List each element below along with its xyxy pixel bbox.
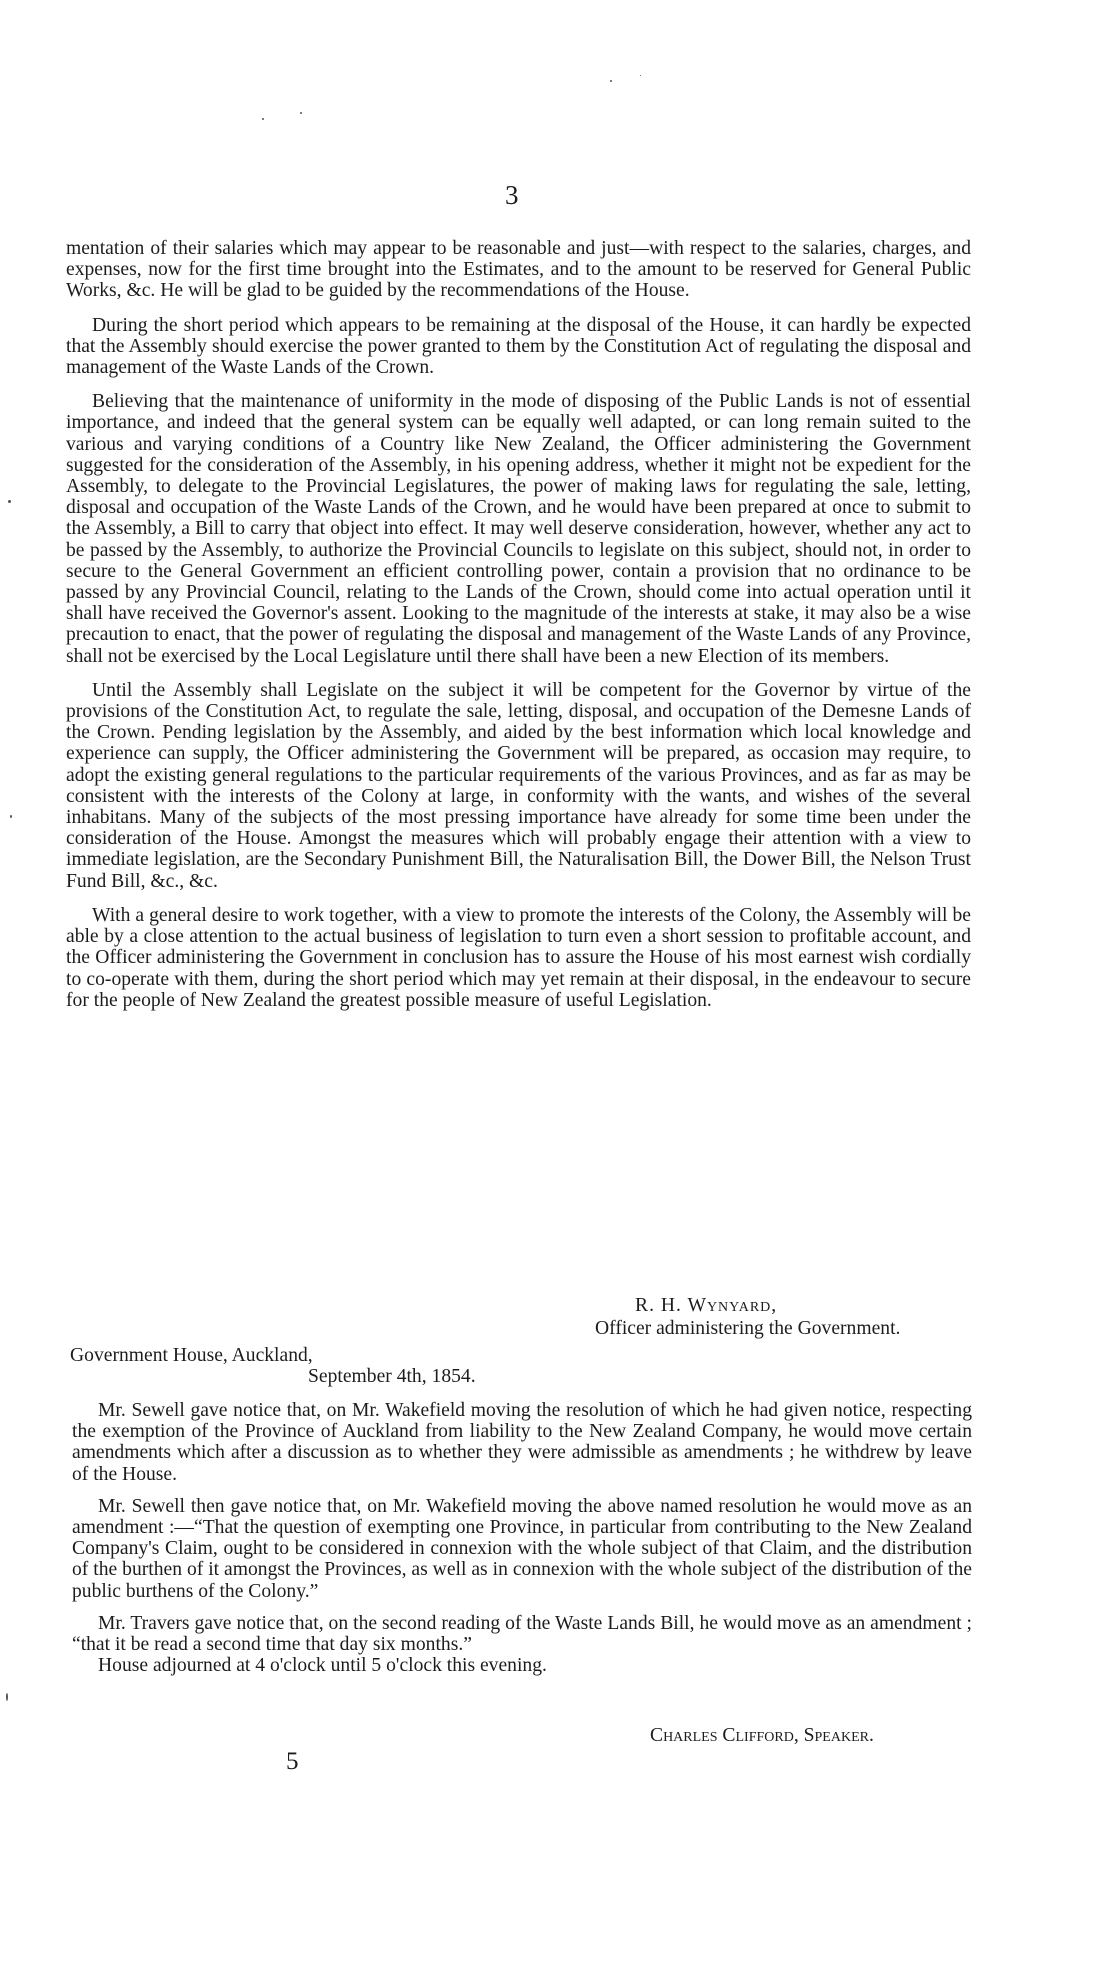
- address-body: [66, 238, 971, 1011]
- scan-speck: [10, 815, 12, 818]
- signature-title: Officer administering the Government.: [595, 1318, 901, 1339]
- scan-speck: [300, 112, 302, 114]
- signature-name: R. H. Wynyard,: [635, 1295, 778, 1316]
- proceeding-travers-notice: Mr. Travers gave notice that, on the second reading of the Waste Lands Bill, he would move as an amendment ; “that it be read a second time that day six months.”: [72, 1612, 972, 1656]
- proceeding-sewell-amendment: Mr. Sewell then gave notice that, on Mr. Wakefield moving the above named resolution he would move as an amendment :—“That the question of exempting one Province, in particular from contributing to the New Zealand Company's Claim, ought to be considered in connexion with the whole subject of that Claim, and the distribution of the burthen of it amongst the Provinces, as well as in connexion with the whole subject of the distribution of the public burthens of the Colony.”: [72, 1495, 972, 1602]
- folio-number: 5: [286, 1748, 299, 1775]
- house-proceedings: [72, 1400, 972, 1676]
- dateline-place: Government House, Auckland,: [70, 1345, 313, 1366]
- dateline-date: September 4th, 1854.: [308, 1366, 476, 1387]
- proceeding-adjournment: House adjourned at 4 o'clock until 5 o'clock this evening.: [98, 1655, 547, 1677]
- paragraph-salaries: mentation of their salaries which may appear to be reasonable and just—with respect to the salaries, charges, and expenses, now for the first time brought into the Estimates, and to the amount to be reserved for General Public Works, &c. He will be glad to be guided by the recommendations of the House.: [66, 238, 971, 302]
- proceeding-sewell-notice: Mr. Sewell gave notice that, on Mr. Wakefield moving the resolution of which he had given notice, respecting the exemption of the Province of Auckland from liability to the New Zealand Company, he would move certain amendments which after a discussion as to whether they were admissible as amendments ; he withdrew by leave of the House.: [72, 1400, 972, 1485]
- paragraph-public-lands: Believing that the maintenance of uniformity in the mode of disposing of the Public Lands is not of essential importance, and indeed that the general system can be equally well adapted, or can long remain suited to the various and varying conditions of a Country like New Zealand, the Officer administering the Government suggested for the consideration of the Assembly, in his opening address, whether it might not be expedient for the Assembly, to delegate to the Provincial Legislatures, the power of making laws for regulating the sale, letting, disposal and occupation of the Waste Lands of the Crown, and he would have been prepared at once to submit to the Assembly, a Bill to carry that object into effect. It may well deserve consideration, however, whether any act to be passed by the Assembly, to authorize the Provincial Councils to legislate on this subject, should not, in order to secure to the General Government an efficient controlling power, contain a provision that no ordinance to be passed by any Provincial Council, relating to the Lands of the Crown, should come into actual operation until it shall have received the Governor's assent. Looking to the magnitude of the interests at stake, it may also be a wise precaution to enact, that the power of regulating the disposal and management of the Waste Lands of any Province, shall not be exercised by the Local Legislature until there shall have been a new Election of its members.: [66, 391, 971, 667]
- scan-speck: [6, 1693, 8, 1701]
- page-number: 3: [505, 180, 519, 210]
- scan-speck: [640, 75, 641, 76]
- scan-speck: [610, 80, 612, 82]
- speaker-signature: [650, 1725, 874, 1747]
- scan-speck: [8, 500, 11, 503]
- paragraph-short-period: During the short period which appears to be remaining at the disposal of the House, it can hardly be expected that the Assembly should exercise the power granted to them by the Constitution Act of regulating the disposal and management of the Waste Lands of the Crown.: [66, 314, 971, 379]
- paragraph-conclusion: With a general desire to work together, with a view to promote the interests of the Colony, the Assembly will be able by a close attention to the actual business of legislation to turn even a short session to profitable account, and the Officer administering the Government in conclusion has to assure the House of his most earnest wish cordially to co-operate with them, during the short period which may yet remain at their disposal, in the endeavour to secure for the people of New Zealand the greatest possible measure of useful Legislation.: [66, 904, 971, 1011]
- speaker-name: Charles Clifford, Speaker.: [650, 1725, 874, 1746]
- scan-speck: [262, 118, 264, 120]
- paragraph-demesne-lands: Until the Assembly shall Legislate on the subject it will be competent for the Governor by virtue of the provisions of the Constitution Act, to regulate the sale, letting, disposal, and occupation of the Demesne Lands of the Crown. Pending legislation by the Assembly, and aided by the best information which local knowledge and experience can supply, the Officer administering the Government will be prepared, as occasion may require, to adopt the existing general regulations to the particular requirements of the various Provinces, and as far as may be consistent with the interests of the Colony at large, in conformity with the wants, and wishes of the several inhabitans. Many of the subjects of the most pressing importance have already for some time been under the consideration of the House. Amongst the measures which will probably engage their attention with a view to immediate legislation, are the Secondary Punishment Bill, the Naturalisation Bill, the Dower Bill, the Nelson Trust Fund Bill, &c., &c.: [66, 679, 971, 892]
